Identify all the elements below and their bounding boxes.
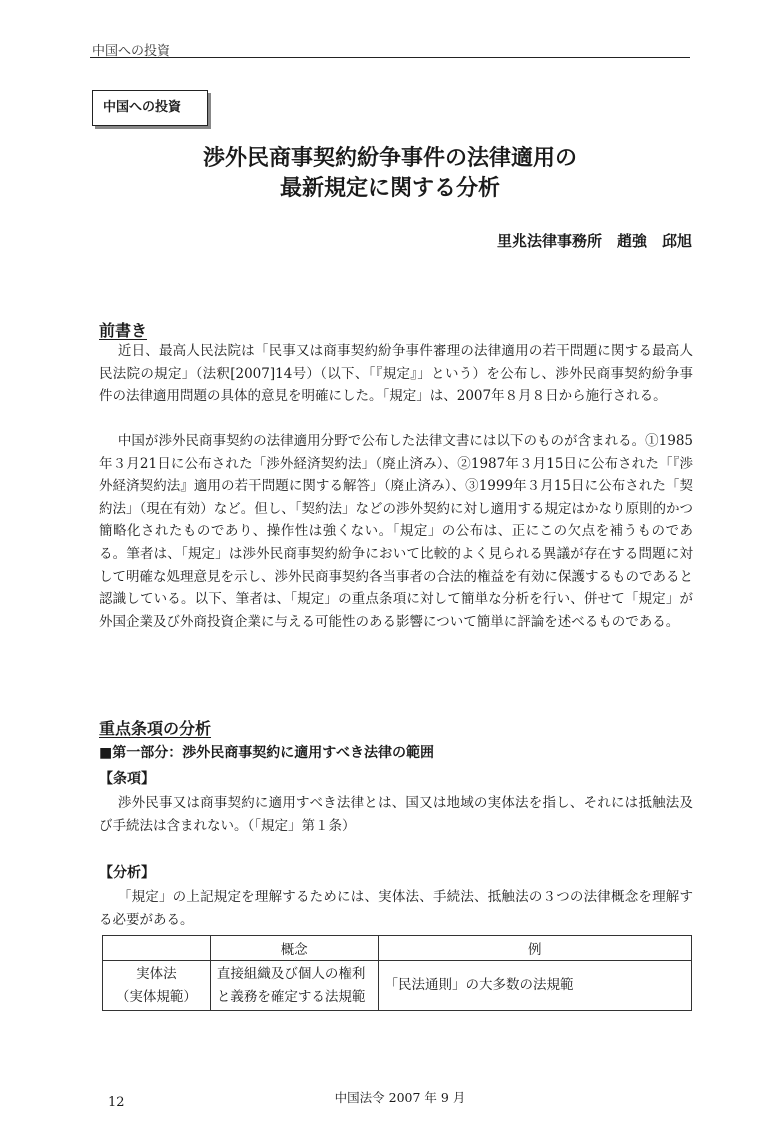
- table-header-cell: 概念: [210, 936, 378, 961]
- section-tag: 中国への投資: [92, 90, 208, 126]
- table-cell-example: 「民法通則」の大多数の法規範: [378, 961, 691, 1011]
- page-number: 12: [108, 1095, 125, 1110]
- table-header-cell: 例: [378, 936, 691, 961]
- clause-label: 【条項】: [99, 771, 155, 787]
- table-header-row: [103, 936, 692, 961]
- header-rule: [90, 57, 690, 58]
- preface-paragraph-2: 中国が渉外民商事契約の法律適用分野で公布した法律文書には以下のものが含まれる。①1985年３月21日に公布された「渉外経済契約法」（廃止済み）、②1987年３月15日に公布された「『渉外経済契約法』適用の若干問題に関する解答」（廃止済み）、③1999年３月15日に公布された「契約法」（現在有効）など。但し、「契約法」などの渉外契約に対し適用する規定はかなり原則的かつ簡略化されたものであり、操作性は強くない。「規定」の公布は、正にこの欠点を補うものである。筆者は、「規定」は渉外民商事契約紛争において比較的よく見られる異議が存在する問題に対して明確な処理意見を示し、渉外民商事契約各当事者の合法的権益を有効に保護するものであると認識している。以下、筆者は、「規定」の重点条項に対して簡単な分析を行い、併せて「規定」が外国企業及び外商投資企業に与える可能性のある影響について簡単に評論を述べるものである。: [99, 433, 693, 630]
- running-header: 中国への投資: [92, 44, 171, 59]
- table-header-cell: [103, 936, 211, 961]
- preface-heading: 前書き: [99, 321, 148, 340]
- concept-table: [102, 935, 692, 1011]
- author-line: 里兆法律事務所 趙強 邱旭: [496, 232, 692, 250]
- analysis-text: 「規定」の上記規定を理解するためには、実体法、手続法、抵触法の３つの法律概念を理解する必要がある。: [99, 889, 693, 928]
- table-cell-term: 実体法 （実体規範）: [103, 961, 211, 1011]
- clause-text: 渉外民事又は商事契約に適用すべき法律とは、国又は地域の実体法を指し、それには抵触法及び手続法は含まれない。（「規定」第１条）: [99, 795, 693, 834]
- preface-paragraph-1: 近日、最高人民法院は「民事又は商事契約紛争事件審理の法律適用の若干問題に関する最高人民法院の規定」（法釈[2007]14号）（以下、「『規定』」という）を公布し、渉外民商事契約紛争事件の法律適用問題の具体的意見を明確にした。「規定」は、2007年８月８日から施行される。: [99, 343, 693, 405]
- title-line-2: 最新規定に関する分析: [279, 176, 500, 201]
- magazine-footer: 中国法令 2007 年 9 月: [334, 1090, 466, 1105]
- part1-heading: ■第一部分：渉外民商事契約に適用すべき法律の範囲: [99, 745, 434, 761]
- table-cell-concept: 直接組織及び個人の権利と義務を確定する法規範: [210, 961, 378, 1011]
- analysis-heading: 重点条項の分析: [99, 719, 212, 738]
- table-row: [103, 961, 692, 1011]
- article-title: [100, 144, 680, 204]
- analysis-label: 【分析】: [99, 865, 155, 881]
- title-line-1: 渉外民商事契約紛争事件の法律適用の: [202, 146, 577, 171]
